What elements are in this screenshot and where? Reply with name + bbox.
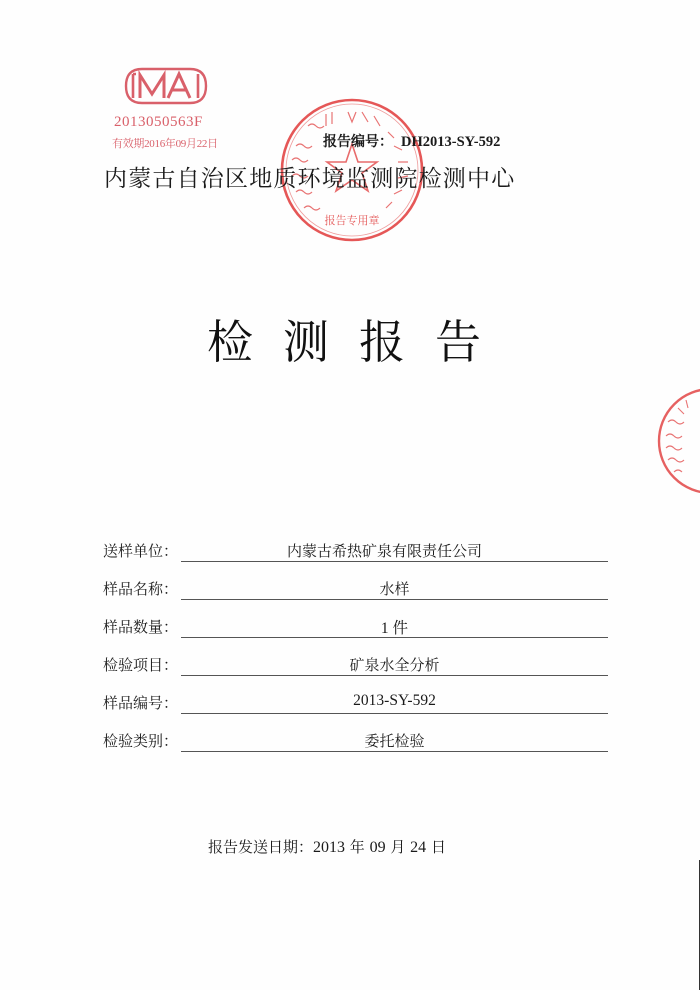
send-date-day-unit: 日 xyxy=(430,838,446,856)
field-row-sender xyxy=(103,540,608,578)
field-value-sample-quantity: 1 件 xyxy=(181,616,608,638)
report-info-fields xyxy=(103,540,608,768)
organization-name: 内蒙古自治区地质环境监测院检测中心 xyxy=(104,166,516,192)
field-label: 检验项目： xyxy=(103,656,179,674)
document-title: 检测报告 xyxy=(207,315,511,369)
cma-cert-number: 2013050563F xyxy=(114,114,203,130)
report-number-label: 报告编号： xyxy=(323,134,393,150)
send-date-year-unit: 年 xyxy=(349,838,365,856)
field-row-test-item xyxy=(103,654,608,692)
field-value-sender: 内蒙古希热矿泉有限责任公司 xyxy=(181,540,608,562)
field-value-sample-number: 2013-SY-592 xyxy=(181,692,608,714)
send-date-year: 2013 xyxy=(313,839,346,856)
seal-text: 报告专用章 xyxy=(324,214,380,227)
field-label: 样品名称： xyxy=(103,580,179,598)
send-date-label: 报告发送日期： xyxy=(208,838,314,856)
field-row-sample-number xyxy=(103,692,608,730)
field-value-test-item: 矿泉水全分析 xyxy=(181,654,608,676)
cma-accreditation-icon xyxy=(124,66,208,106)
report-number-value: DH2013-SY-592 xyxy=(401,134,501,150)
partial-seal-icon xyxy=(656,386,700,496)
send-date-month: 09 xyxy=(369,839,386,856)
field-label: 检验类别： xyxy=(103,732,179,750)
field-label: 样品编号： xyxy=(103,694,179,712)
field-row-sample-name xyxy=(103,578,608,616)
field-row-test-type xyxy=(103,730,608,768)
send-date-month-unit: 月 xyxy=(390,838,406,856)
field-label: 送样单位： xyxy=(103,542,179,560)
report-number xyxy=(323,131,500,151)
report-send-date xyxy=(208,836,446,857)
cma-validity-date: 有效期2016年09月22日 xyxy=(112,138,218,150)
send-date-day: 24 xyxy=(410,839,427,856)
field-value-test-type: 委托检验 xyxy=(181,730,608,752)
field-row-sample-quantity xyxy=(103,616,608,654)
field-label: 样品数量： xyxy=(103,618,179,636)
field-value-sample-name: 水样 xyxy=(181,578,608,600)
